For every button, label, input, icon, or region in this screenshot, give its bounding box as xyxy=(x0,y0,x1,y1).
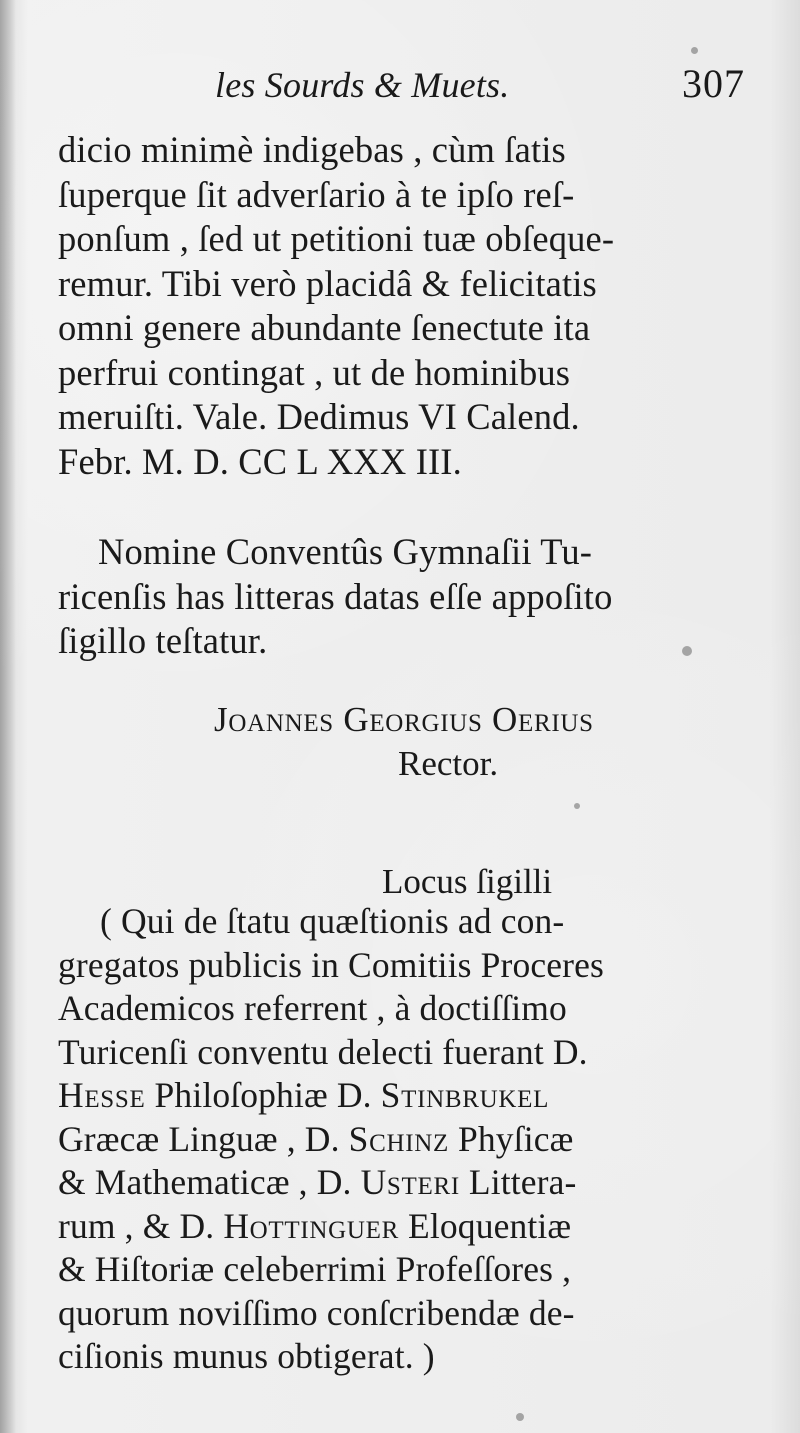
note-block xyxy=(58,900,750,1379)
note-line: ( Qui de ſtatu quæſtionis ad con- xyxy=(100,901,565,941)
main-text xyxy=(58,128,746,664)
text-line: ſigillo teſtatur. xyxy=(58,620,268,661)
page-edge-shadow xyxy=(0,0,16,1433)
text-line: meruiſti. Vale. Dedimus VI Calend. xyxy=(58,396,580,437)
professor-name: Hesse xyxy=(58,1075,146,1115)
ink-spot xyxy=(574,803,580,809)
professor-name: Hottinguer xyxy=(223,1205,400,1246)
note-line xyxy=(58,1074,750,1118)
paragraph-gap xyxy=(58,484,746,530)
text-line: ponſum , ſed ut petitioni tuæ obſeque- xyxy=(58,218,615,259)
note-line xyxy=(58,1118,750,1162)
text-line: dicio minimè indigebas , cùm ſatis xyxy=(58,129,566,170)
ink-spot xyxy=(516,1413,524,1421)
professor-name: Stinbrukel xyxy=(380,1075,550,1115)
page-header xyxy=(215,60,745,112)
note-text-fragment: Eloquentiæ xyxy=(399,1205,572,1246)
note-text-fragment: Littera- xyxy=(459,1162,577,1202)
text-line: ſuperque ſit adverſario à te ipſo reſ- xyxy=(58,173,575,215)
ink-spot xyxy=(691,47,698,54)
professor-name: Schinz xyxy=(348,1118,449,1159)
note-line: quorum noviſſimo conſcribendæ de- xyxy=(58,1292,575,1333)
signatory-name: Joannes Georgius Oerius xyxy=(214,700,594,739)
text-line: remur. Tibi verò placidâ & felicitatis xyxy=(58,262,597,304)
seal-label: Locus ſigilli xyxy=(382,862,553,901)
note-text-fragment: Philoſophiæ D. xyxy=(145,1075,381,1115)
signature-block xyxy=(214,698,754,786)
signatory-role: Rector. xyxy=(398,744,499,783)
note-line: Turicenſi conventu delecti fuerant D. xyxy=(58,1031,588,1072)
running-head: les Sourds & Muets. xyxy=(215,65,510,105)
note-text-fragment: rum , & D. xyxy=(58,1205,224,1246)
note-line: Academicos referrent , à doctiſſimo xyxy=(58,988,567,1028)
page-number: 307 xyxy=(682,61,745,106)
note-line xyxy=(58,1205,750,1249)
note-line: & Hiſtoriæ celeberrimi Profeſſores , xyxy=(58,1249,572,1289)
note-line: ciſionis munus obtigerat. ) xyxy=(58,1336,435,1376)
note-text-fragment: & Mathematicæ , D. xyxy=(58,1162,361,1202)
note-line: gregatos publicis in Comitiis Proceres xyxy=(58,944,605,985)
text-line: ricenſis has litteras datas eſſe appoſito xyxy=(58,575,613,617)
text-line: Febr. M. D. CC L XXX III. xyxy=(58,440,462,482)
note-text-fragment: Græcæ Linguæ , D. xyxy=(58,1118,349,1159)
professor-name: Usteri xyxy=(360,1162,460,1202)
text-line: Nomine Conventûs Gymnaſii Tu- xyxy=(98,531,593,572)
note-line xyxy=(58,1161,750,1205)
note-text-fragment: Phyſicæ xyxy=(448,1118,574,1159)
text-line: omni genere abundante ſenectute ita xyxy=(58,307,591,348)
text-line: perfrui contingat , ut de hominibus xyxy=(58,351,571,393)
